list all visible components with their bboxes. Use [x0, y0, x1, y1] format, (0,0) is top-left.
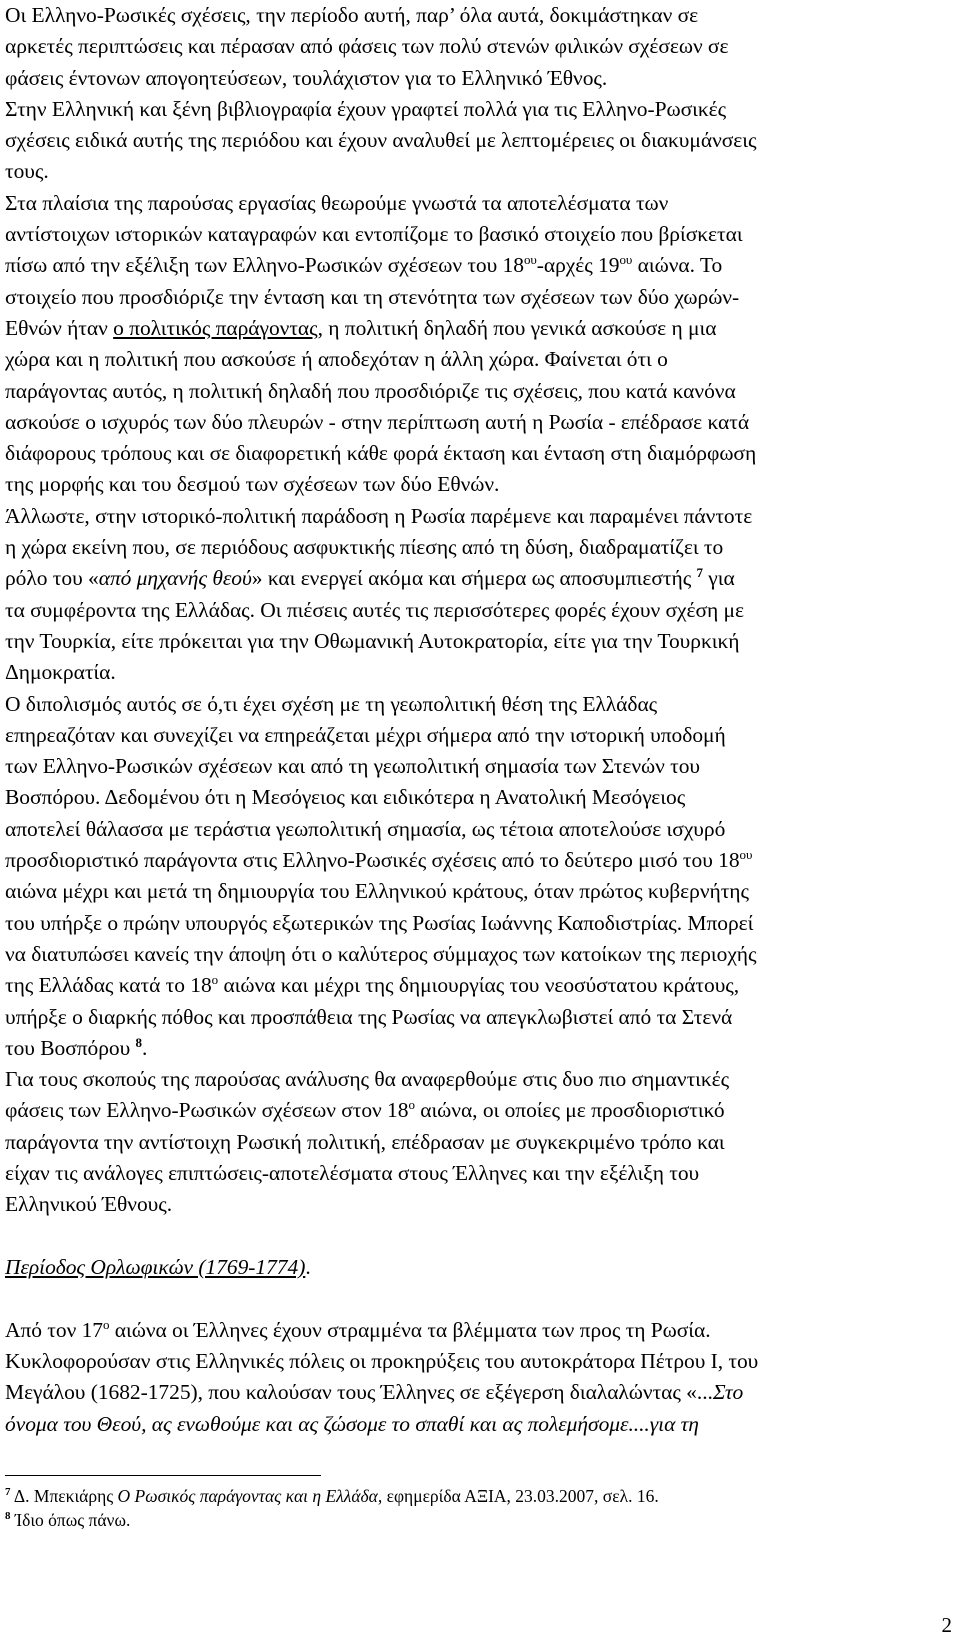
text-run: προσδιοριστικό παράγοντα στις Ελληνο-Ρωσικές σχέσεις από το δεύτερο μισό του 18 — [5, 848, 740, 873]
footnote-number: 7 — [5, 1486, 11, 1498]
paragraph-4 — [5, 501, 950, 689]
text-line: Οι Ελληνο-Ρωσικές σχέσεις, την περίοδο αυτή, παρ’ όλα αυτά, δοκιμάστηκαν σε — [5, 3, 699, 27]
text-line: Στην Ελληνική και ξένη βιβλιογραφία έχουν γραφτεί πολλά για τις Ελληνο-Ρωσικές — [5, 96, 727, 121]
text-line: Βοσπόρου. Δεδομένου ότι η Μεσόγειος και ειδικότερα η Ανατολική Μεσόγειος — [5, 785, 686, 810]
text-line: στοιχείο που προσδιόριζε την ένταση και τη στενότητα των σχέσεων των δύο χωρών- — [5, 284, 740, 309]
text-line: χώρα και η πολιτική που ασκούσε ή αποδεχόταν η άλλη χώρα. Φαίνεται ότι ο — [5, 347, 668, 372]
text-line: Ελληνικού Έθνους. — [5, 1192, 173, 1217]
text-run: φάσεις των Ελληνο-Ρωσικών σχέσεων στον 18 — [5, 1098, 409, 1123]
text-run: για — [702, 566, 735, 591]
text-run: αιώνα και μέχρι της δημιουργίας του νεοσύστατου κράτους, — [218, 973, 740, 998]
text-run: . — [305, 1254, 311, 1279]
superscript: ου — [739, 847, 753, 863]
text-line: Δημοκρατία. — [5, 660, 116, 685]
italic-title: Ο Ρωσικός παράγοντας και η Ελλάδα, — [117, 1486, 383, 1506]
text-line: σχέσεις ειδικά αυτής της περιόδου και έχουν αναλυθεί με λεπτομέρειες οι διακυμάνσεις — [5, 128, 757, 153]
superscript: ου — [619, 252, 633, 268]
text-line: Για τους σκοπούς της παρούσας ανάλυσης θα αναφερθούμε στις δυο πιο σημαντικές — [5, 1067, 730, 1092]
text-line: της μορφής και του δεσμού των σχέσεων των δύο Εθνών. — [5, 472, 500, 497]
text-line — [5, 970, 950, 1001]
italic-phrase: από μηχανής θεού — [98, 566, 252, 591]
footnote-ref-7[interactable]: 7 — [696, 565, 703, 581]
text-run: » και ενεργεί ακόμα και σήμερα ως αποσυμπιεστής — [251, 566, 697, 591]
text-line: παράγοντα την αντίστοιχη Ρωσική πολιτική, επέδρασαν με συγκεκριμένο τρόπο και — [5, 1129, 725, 1154]
paragraph-3 — [5, 188, 950, 501]
text-line: υπήρξε ο διαρκής πόθος και προσπάθεια της Ρωσίας να απεγκλωβιστεί από τα Στενά — [5, 1004, 733, 1029]
section-heading-text: Περίοδος Ορλωφικών (1769-1774) — [5, 1254, 306, 1279]
underlined-phrase: ο πολιτικός παράγοντας — [113, 315, 318, 340]
text-run: Δ. Μπεκιάρης — [10, 1486, 118, 1506]
text-line: του υπήρξε ο πρώην υπουργός εξωτερικών της Ρωσίας Ιωάννης Καποδιστρίας. Μπορεί — [5, 910, 754, 935]
text-run: Από τον 17 — [5, 1317, 103, 1342]
text-line — [5, 563, 950, 594]
superscript: ο — [211, 972, 219, 988]
text-line: ασκούσε ο ισχυρός των δύο πλευρών - στην περίπτωση αυτή η Ρωσία - επέδρασε κατά — [5, 409, 750, 434]
paragraph-2 — [5, 94, 950, 188]
section-heading — [5, 1252, 950, 1283]
text-line — [5, 250, 950, 281]
text-line: αιώνα μέχρι και μετά τη δημιουργία του Ελληνικού κράτους, όταν πρώτος κυβερνήτης — [5, 879, 749, 904]
text-line — [5, 313, 950, 344]
footnote-separator — [5, 1475, 321, 1476]
text-line: Ο διπολισμός αυτός σε ό,τι έχει σχέση με τη γεωπολιτική θέση της Ελλάδας — [5, 691, 658, 716]
text-run: πίσω από την εξέλιξη των Ελληνο-Ρωσικών σχέσεων του 18 — [5, 253, 524, 278]
text-run: ρόλο του « — [5, 566, 99, 591]
page-number: 2 — [941, 1613, 952, 1637]
superscript: ου — [523, 252, 537, 268]
text-line — [5, 845, 950, 876]
paragraph-5 — [5, 689, 950, 1065]
text-run: , η πολιτική δηλαδή που γενικά ασκούσε η μια — [317, 315, 717, 340]
text-line: διάφορους τρόπους και σε διαφορετική κάθε φορά έκταση και ένταση στη διαμόρφωση — [5, 441, 757, 466]
text-run: του Βοσπόρου — [5, 1035, 136, 1060]
text-line — [5, 1377, 950, 1408]
text-run: Μεγάλου (1682-1725), που καλούσαν τους Έλληνες σε εξέγερση διαλαλώντας «... — [5, 1380, 713, 1405]
text-line: Άλλωστε, στην ιστορικό-πολιτική παράδοση η Ρωσία παρέμενε και παραμένει πάντοτε — [5, 503, 753, 528]
text-run: Εθνών ήταν — [5, 315, 114, 340]
superscript: ο — [408, 1097, 415, 1113]
text-run: της Ελλάδας κατά το 18 — [5, 973, 212, 998]
text-line: είχαν τις ανάλογες επιπτώσεις-αποτελέσματα στους Έλληνες και την εξέλιξη του — [5, 1160, 700, 1185]
paragraph-7 — [5, 1315, 950, 1440]
text-run: εφημερίδα ΑΞΙΑ, 23.03.2007, σελ. 16. — [382, 1486, 659, 1506]
text-line: τους. — [5, 159, 49, 184]
text-run: Ίδιο όπως πάνω. — [10, 1510, 131, 1530]
text-line: φάσεις έντονων απογοητεύσεων, τουλάχιστον για το Ελληνικό Έθνος. — [5, 65, 608, 90]
text-line: η χώρα εκείνη που, σε περιόδους ασφυκτικής πίεσης από τη δύση, διαδραματίζει το — [5, 535, 724, 560]
text-line: αντίστοιχων ιστορικών καταγραφών και εντοπίζομε το βασικό στοιχείο που βρίσκεται — [5, 222, 743, 247]
text-line — [5, 1095, 950, 1126]
italic-phrase: Στο — [712, 1380, 744, 1405]
text-line: να διατυπώσει κανείς την άποψη ότι ο καλύτερος σύμμαχος των κατοίκων της περιοχής — [5, 941, 757, 966]
text-line: αρκετές περιπτώσεις και πέρασαν από φάσεις των πολύ στενών φιλικών σχέσεων σε — [5, 34, 729, 59]
text-run: . — [142, 1035, 148, 1060]
text-line: επηρεαζόταν και συνεχίζει να επηρεάζεται μέχρι σήμερα από την ιστορική υποδομή — [5, 722, 726, 747]
paragraph-6 — [5, 1064, 950, 1220]
text-line: παράγοντας αυτός, η πολιτική δηλαδή που προσδιόριζε τις σχέσεις, που κατά κανόνα — [5, 378, 736, 403]
text-line: την Τουρκία, είτε πρόκειται για την Οθωμανική Αυτοκρατορία, είτε για την Τουρκική — [5, 628, 740, 653]
text-line — [5, 1315, 950, 1346]
text-run: αιώνα, οι οποίες με προσδιοριστικό — [414, 1098, 725, 1123]
footnotes — [5, 1484, 659, 1532]
footnote-7 — [5, 1484, 659, 1508]
text-line — [5, 1033, 950, 1064]
footnote-ref-8[interactable]: 8 — [135, 1034, 142, 1050]
text-line: Κυκλοφορούσαν στις Ελληνικές πόλεις οι προκηρύξεις του αυτοκράτορα Πέτρου Ι, του — [5, 1349, 759, 1374]
text-line: αποτελεί θάλασσα με τεράστια γεωπολιτική σημασία, ως τέτοια αποτελούσε ισχυρό — [5, 816, 726, 841]
footnote-number: 8 — [5, 1510, 11, 1522]
text-run: αιώνα. Το — [632, 253, 723, 278]
text-line: Στα πλαίσια της παρούσας εργασίας θεωρούμε γνωστά τα αποτελέσματα των — [5, 190, 669, 215]
text-run: αιώνα οι Έλληνες έχουν στραμμένα τα βλέμματα των προς τη Ρωσία. — [109, 1317, 711, 1342]
text-run: -αρχές 19 — [536, 253, 620, 278]
text-line: τα συμφέροντα της Ελλάδας. Οι πιέσεις αυτές τις περισσότερες φορές έχουν σχέση με — [5, 597, 744, 622]
text-line: των Ελληνο-Ρωσικών σχέσεων και από τη γεωπολιτική σημασία των Στενών του — [5, 754, 700, 779]
paragraph-1 — [5, 0, 950, 94]
document-body — [5, 0, 950, 1440]
footnote-8 — [5, 1508, 659, 1532]
superscript: ο — [103, 1316, 110, 1332]
text-line: όνομα του Θεού, ας ενωθούμε και ας ζώσομε το σπαθί και ας πολεμήσομε....για τη — [5, 1411, 699, 1436]
